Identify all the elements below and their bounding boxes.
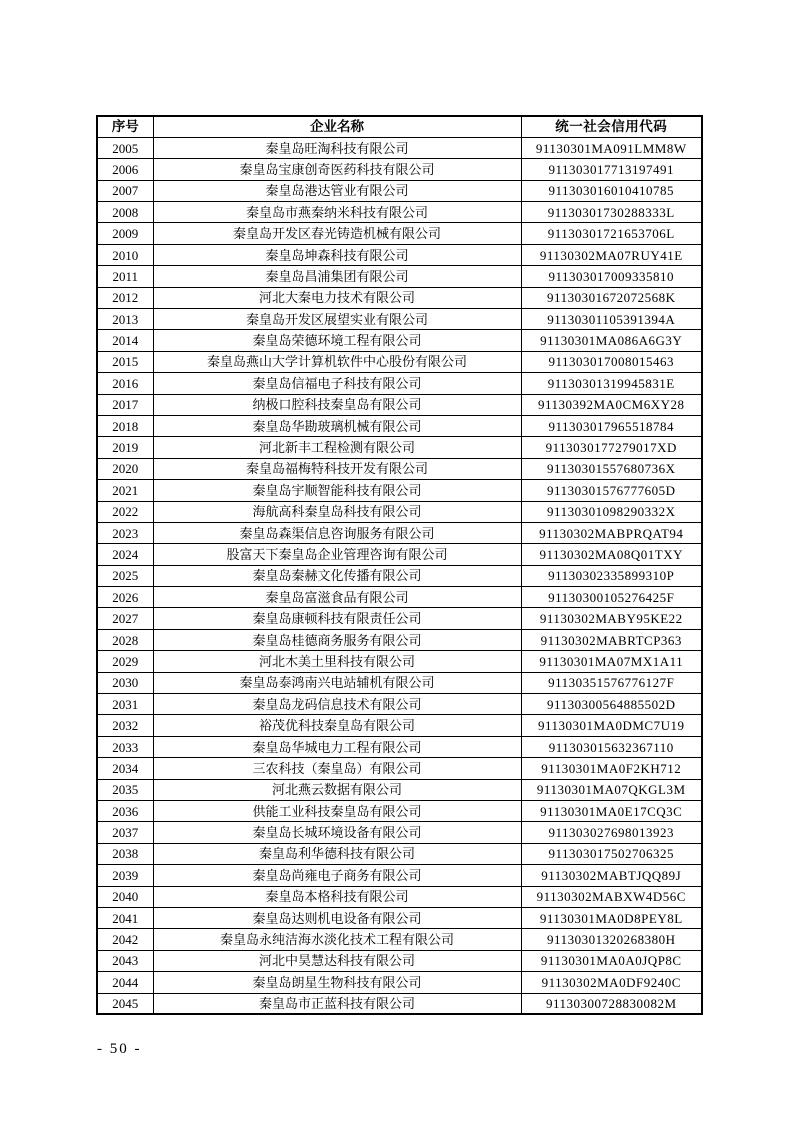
company-name-cell: 河北木美土里科技有限公司 xyxy=(153,651,521,672)
table-row xyxy=(97,865,702,886)
table-row xyxy=(97,373,702,394)
serial-number-cell: 2044 xyxy=(97,972,153,993)
credit-code-cell: 91130392MA0CM6XY28 xyxy=(521,394,702,415)
serial-number-cell: 2045 xyxy=(97,993,153,1014)
credit-code-cell: 91130301MA07MX1A11 xyxy=(521,651,702,672)
table-row xyxy=(97,544,702,565)
serial-number-cell: 2007 xyxy=(97,180,153,201)
table-row xyxy=(97,907,702,928)
credit-code-cell: 91130301576777605D xyxy=(521,480,702,501)
table-row xyxy=(97,993,702,1014)
credit-code-cell: 911303017713197491 xyxy=(521,159,702,180)
header-serial-number: 序号 xyxy=(97,116,153,137)
company-name-cell: 秦皇岛旺淘科技有限公司 xyxy=(153,137,521,158)
credit-code-cell: 911303017502706325 xyxy=(521,843,702,864)
serial-number-cell: 2037 xyxy=(97,822,153,843)
serial-number-cell: 2023 xyxy=(97,522,153,543)
credit-code-cell: 91130301557680736X xyxy=(521,458,702,479)
credit-code-cell: 91130301MA0F2KH712 xyxy=(521,758,702,779)
serial-number-cell: 2041 xyxy=(97,907,153,928)
table-row xyxy=(97,287,702,308)
serial-number-cell: 2029 xyxy=(97,651,153,672)
credit-code-cell: 91130301105391394A xyxy=(521,309,702,330)
credit-code-cell: 91130301MA086A6G3Y xyxy=(521,330,702,351)
credit-code-cell: 91130301320268380H xyxy=(521,929,702,950)
company-name-cell: 股富天下秦皇岛企业管理咨询有限公司 xyxy=(153,544,521,565)
serial-number-cell: 2034 xyxy=(97,758,153,779)
serial-number-cell: 2011 xyxy=(97,266,153,287)
credit-code-cell: 91130301MA0E17CQ3C xyxy=(521,801,702,822)
table-row xyxy=(97,415,702,436)
credit-code-cell: 91130302MABTJQQ89J xyxy=(521,865,702,886)
company-name-cell: 海航高科秦皇岛科技有限公司 xyxy=(153,501,521,522)
company-name-cell: 秦皇岛泰鸿南兴电站辅机有限公司 xyxy=(153,672,521,693)
company-name-cell: 秦皇岛福梅特科技开发有限公司 xyxy=(153,458,521,479)
credit-code-cell: 911303015632367110 xyxy=(521,736,702,757)
credit-code-cell: 911303027698013923 xyxy=(521,822,702,843)
credit-code-cell: 91130351576776127F xyxy=(521,672,702,693)
credit-code-cell: 91130300564885502D xyxy=(521,694,702,715)
company-name-cell: 秦皇岛华勘玻璃机械有限公司 xyxy=(153,415,521,436)
company-name-cell: 河北大秦电力技术有限公司 xyxy=(153,287,521,308)
table-row xyxy=(97,223,702,244)
table-row xyxy=(97,309,702,330)
company-name-cell: 秦皇岛开发区春光铸造机械有限公司 xyxy=(153,223,521,244)
credit-code-cell: 911303016010410785 xyxy=(521,180,702,201)
company-name-cell: 秦皇岛尚雍电子商务有限公司 xyxy=(153,865,521,886)
company-name-cell: 秦皇岛长城环境设备有限公司 xyxy=(153,822,521,843)
credit-code-cell: 91130301319945831E xyxy=(521,373,702,394)
table-row xyxy=(97,180,702,201)
table-row xyxy=(97,266,702,287)
page-number: - 50 - xyxy=(97,1041,142,1057)
credit-code-cell: 91130300728830082M xyxy=(521,993,702,1014)
credit-code-cell: 911303017008015463 xyxy=(521,351,702,372)
serial-number-cell: 2022 xyxy=(97,501,153,522)
serial-number-cell: 2026 xyxy=(97,587,153,608)
table-row xyxy=(97,801,702,822)
company-name-cell: 三农科技（秦皇岛）有限公司 xyxy=(153,758,521,779)
company-name-cell: 秦皇岛康顿科技有限责任公司 xyxy=(153,608,521,629)
serial-number-cell: 2019 xyxy=(97,437,153,458)
table-row xyxy=(97,330,702,351)
credit-code-cell: 91130302MA08Q01TXY xyxy=(521,544,702,565)
table-row xyxy=(97,736,702,757)
table-row xyxy=(97,522,702,543)
company-name-cell: 秦皇岛港达管业有限公司 xyxy=(153,180,521,201)
table-row xyxy=(97,779,702,800)
company-name-cell: 秦皇岛朗星生物科技有限公司 xyxy=(153,972,521,993)
table-row xyxy=(97,202,702,223)
serial-number-cell: 2031 xyxy=(97,694,153,715)
company-name-cell: 秦皇岛燕山大学计算机软件中心股份有限公司 xyxy=(153,351,521,372)
company-name-cell: 秦皇岛宝康创奇医药科技有限公司 xyxy=(153,159,521,180)
table-row xyxy=(97,715,702,736)
company-name-cell: 秦皇岛桂德商务服务有限公司 xyxy=(153,629,521,650)
table-row xyxy=(97,822,702,843)
credit-code-cell: 91130302MA0DF9240C xyxy=(521,972,702,993)
serial-number-cell: 2033 xyxy=(97,736,153,757)
serial-number-cell: 2013 xyxy=(97,309,153,330)
company-name-cell: 秦皇岛利华德科技有限公司 xyxy=(153,843,521,864)
table-row xyxy=(97,137,702,158)
header-row xyxy=(97,116,702,137)
serial-number-cell: 2027 xyxy=(97,608,153,629)
serial-number-cell: 2032 xyxy=(97,715,153,736)
table-row xyxy=(97,437,702,458)
company-name-cell: 秦皇岛森渠信息咨询服务有限公司 xyxy=(153,522,521,543)
table-row xyxy=(97,758,702,779)
serial-number-cell: 2006 xyxy=(97,159,153,180)
company-table-body xyxy=(97,137,702,1014)
company-name-cell: 秦皇岛荣德环境工程有限公司 xyxy=(153,330,521,351)
serial-number-cell: 2038 xyxy=(97,843,153,864)
serial-number-cell: 2015 xyxy=(97,351,153,372)
serial-number-cell: 2025 xyxy=(97,565,153,586)
company-name-cell: 纳极口腔科技秦皇岛有限公司 xyxy=(153,394,521,415)
credit-code-cell: 91130301MA091LMM8W xyxy=(521,137,702,158)
credit-code-cell: 91130301730288333L xyxy=(521,202,702,223)
credit-code-cell: 91130302MABXW4D56C xyxy=(521,886,702,907)
serial-number-cell: 2020 xyxy=(97,458,153,479)
company-name-cell: 秦皇岛坤森科技有限公司 xyxy=(153,244,521,265)
table-row xyxy=(97,629,702,650)
company-name-cell: 秦皇岛宇顺智能科技有限公司 xyxy=(153,480,521,501)
serial-number-cell: 2016 xyxy=(97,373,153,394)
table-row xyxy=(97,587,702,608)
serial-number-cell: 2017 xyxy=(97,394,153,415)
serial-number-cell: 2014 xyxy=(97,330,153,351)
credit-code-cell: 911303017965518784 xyxy=(521,415,702,436)
credit-code-cell: 91130301672072568K xyxy=(521,287,702,308)
credit-code-cell: 91130301MA0D8PEY8L xyxy=(521,907,702,928)
credit-code-cell: 91130302MABRTCP363 xyxy=(521,629,702,650)
table-row xyxy=(97,351,702,372)
credit-code-cell: 9113030177279017XD xyxy=(521,437,702,458)
credit-code-cell: 91130300105276425F xyxy=(521,587,702,608)
serial-number-cell: 2018 xyxy=(97,415,153,436)
table-row xyxy=(97,159,702,180)
header-credit-code: 统一社会信用代码 xyxy=(521,116,702,137)
company-name-cell: 秦皇岛本格科技有限公司 xyxy=(153,886,521,907)
company-name-cell: 秦皇岛市燕秦纳米科技有限公司 xyxy=(153,202,521,223)
table-row xyxy=(97,244,702,265)
serial-number-cell: 2042 xyxy=(97,929,153,950)
serial-number-cell: 2009 xyxy=(97,223,153,244)
company-name-cell: 河北新丰工程检测有限公司 xyxy=(153,437,521,458)
serial-number-cell: 2040 xyxy=(97,886,153,907)
table-row xyxy=(97,843,702,864)
company-name-cell: 秦皇岛富滋食品有限公司 xyxy=(153,587,521,608)
serial-number-cell: 2035 xyxy=(97,779,153,800)
serial-number-cell: 2043 xyxy=(97,950,153,971)
table-row xyxy=(97,886,702,907)
table-row xyxy=(97,672,702,693)
table-row xyxy=(97,694,702,715)
company-table xyxy=(96,115,703,1015)
company-table-header xyxy=(97,116,702,137)
credit-code-cell: 91130301721653706L xyxy=(521,223,702,244)
serial-number-cell: 2021 xyxy=(97,480,153,501)
serial-number-cell: 2024 xyxy=(97,544,153,565)
company-name-cell: 秦皇岛信福电子科技有限公司 xyxy=(153,373,521,394)
company-name-cell: 秦皇岛市正蓝科技有限公司 xyxy=(153,993,521,1014)
company-name-cell: 秦皇岛龙码信息技术有限公司 xyxy=(153,694,521,715)
credit-code-cell: 91130301MA0DMC7U19 xyxy=(521,715,702,736)
company-name-cell: 秦皇岛开发区展望实业有限公司 xyxy=(153,309,521,330)
table-row xyxy=(97,950,702,971)
table-row xyxy=(97,458,702,479)
table-row xyxy=(97,972,702,993)
serial-number-cell: 2028 xyxy=(97,629,153,650)
credit-code-cell: 91130302MABY95KE22 xyxy=(521,608,702,629)
company-name-cell: 秦皇岛华城电力工程有限公司 xyxy=(153,736,521,757)
company-name-cell: 裕茂优科技秦皇岛有限公司 xyxy=(153,715,521,736)
table-row xyxy=(97,565,702,586)
company-name-cell: 河北燕云数据有限公司 xyxy=(153,779,521,800)
credit-code-cell: 91130302335899310P xyxy=(521,565,702,586)
credit-code-cell: 91130301MA07QKGL3M xyxy=(521,779,702,800)
company-name-cell: 供能工业科技秦皇岛有限公司 xyxy=(153,801,521,822)
company-name-cell: 秦皇岛秦赫文化传播有限公司 xyxy=(153,565,521,586)
serial-number-cell: 2039 xyxy=(97,865,153,886)
serial-number-cell: 2030 xyxy=(97,672,153,693)
table-row xyxy=(97,929,702,950)
serial-number-cell: 2010 xyxy=(97,244,153,265)
table-row xyxy=(97,480,702,501)
company-name-cell: 秦皇岛昌浦集团有限公司 xyxy=(153,266,521,287)
serial-number-cell: 2036 xyxy=(97,801,153,822)
credit-code-cell: 91130301MA0A0JQP8C xyxy=(521,950,702,971)
credit-code-cell: 91130302MA07RUY41E xyxy=(521,244,702,265)
credit-code-cell: 91130302MABPRQAT94 xyxy=(521,522,702,543)
serial-number-cell: 2005 xyxy=(97,137,153,158)
credit-code-cell: 911303017009335810 xyxy=(521,266,702,287)
company-name-cell: 秦皇岛永纯洁海水淡化技术工程有限公司 xyxy=(153,929,521,950)
serial-number-cell: 2008 xyxy=(97,202,153,223)
credit-code-cell: 91130301098290332X xyxy=(521,501,702,522)
company-name-cell: 秦皇岛达则机电设备有限公司 xyxy=(153,907,521,928)
header-company-name: 企业名称 xyxy=(153,116,521,137)
serial-number-cell: 2012 xyxy=(97,287,153,308)
table-row xyxy=(97,501,702,522)
table-row xyxy=(97,608,702,629)
table-row xyxy=(97,394,702,415)
table-row xyxy=(97,651,702,672)
company-name-cell: 河北中昊慧达科技有限公司 xyxy=(153,950,521,971)
